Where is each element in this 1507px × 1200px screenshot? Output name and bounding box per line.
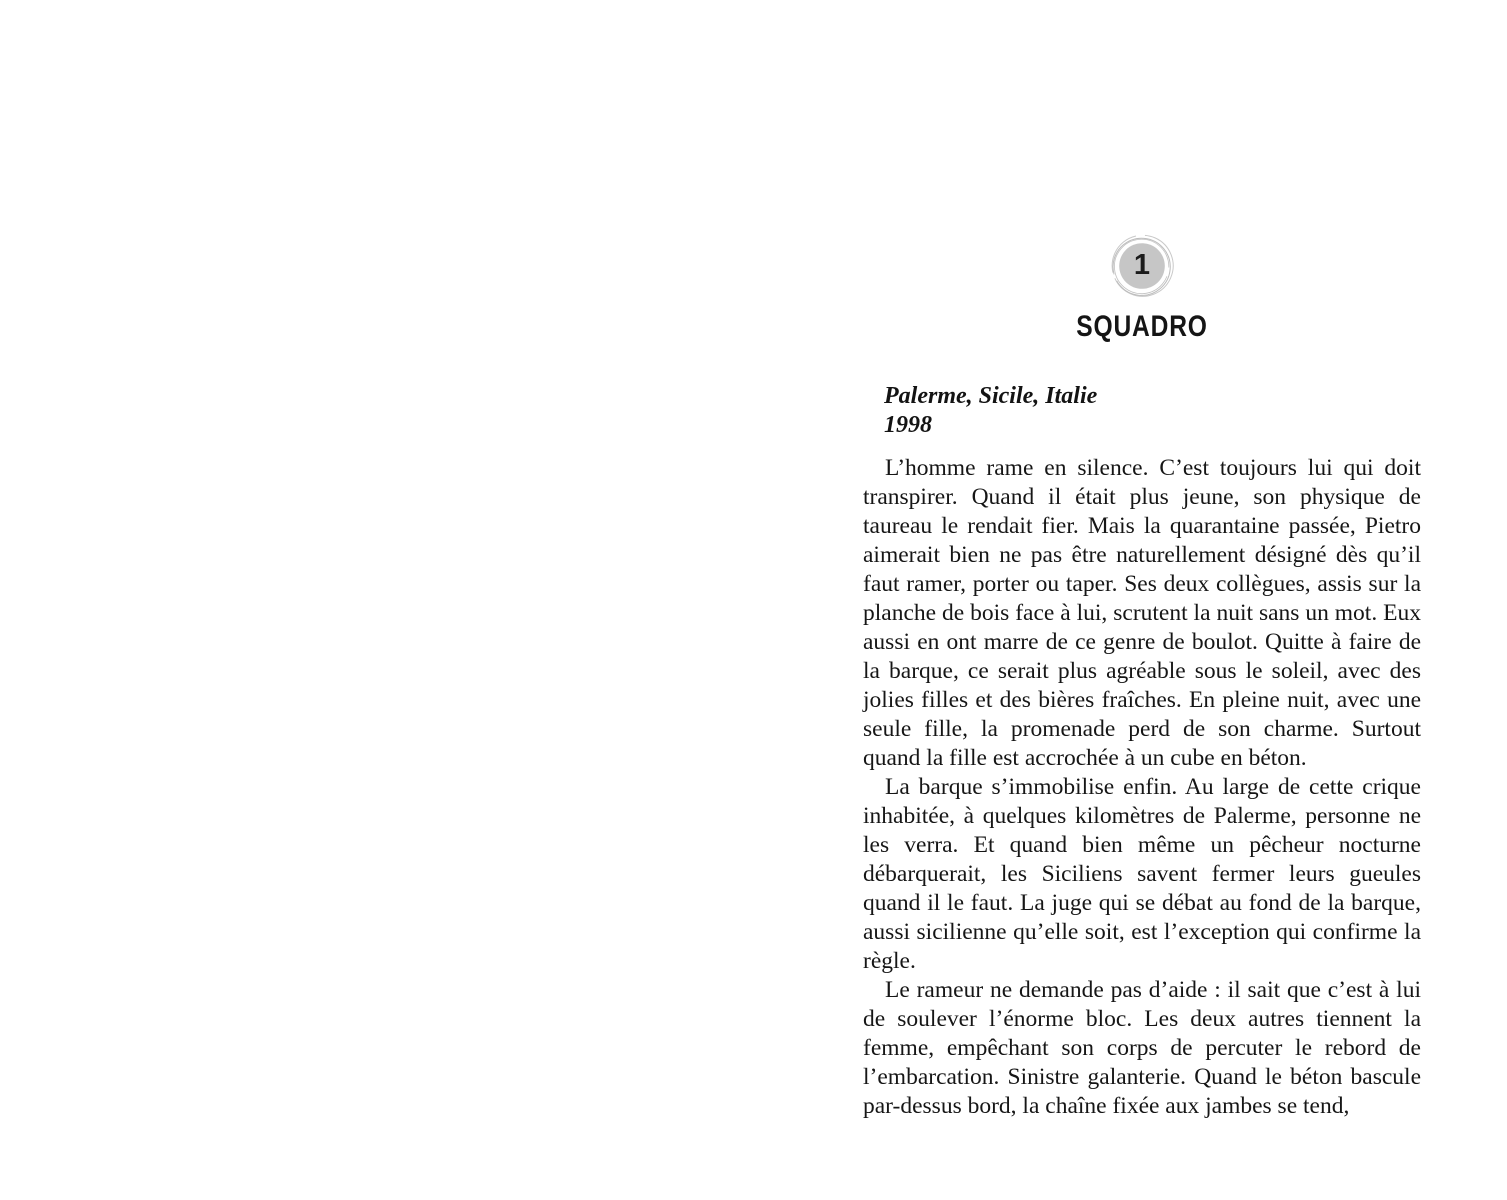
chapter-badge bbox=[1109, 233, 1175, 299]
paragraph: La barque s’immobilise enfin. Au large de cette crique inhabitée, à quelques kilomètres de Palerme, personne ne les verra. Et quand bien même un pêcheur nocturne débarquerait, les Siciliens savent fermer leurs gueules quand il le faut. La juge qui se débat au fond de la barque, aussi sicilienne qu’elle soit, est l’exception qui confirme la règle. bbox=[863, 774, 1421, 974]
text-column bbox=[863, 233, 1421, 1121]
dateline bbox=[863, 382, 1421, 440]
chapter-number: 1 bbox=[1133, 248, 1151, 281]
paragraph: Le rameur ne demande pas d’aide : il sait que c’est à lui de soulever l’énorme bloc. Les deux autres tiennent la femme, empêchant son corps de percuter le rebord de l’embarcation. Sinistre galanterie. Quand le béton bascule par-dessus bord, la chaîne fixée aux jambes se tend, bbox=[863, 977, 1421, 1119]
paragraph: L’homme rame en silence. C’est toujours lui qui doit transpirer. Quand il était plus jeune, son physique de taureau le rendait fier. Mais la quarantaine passée, Pietro aimerait bien ne pas être naturellement désigné dès qu’il faut ramer, porter ou taper. Ses deux collègues, assis sur la planche de bois face à lui, scrutent la nuit sans un mot. Eux aussi en ont marre de ce genre de boulot. Quitte à faire de la barque, ce serait plus agréable sous le soleil, avec des jolies filles et des bières fraîches. En pleine nuit, avec une seule fille, la promenade perd de son charme. Surtout quand la fille est accrochée à un cube en béton. bbox=[863, 455, 1421, 771]
dateline-location: Palerme, Sicile, Italie bbox=[884, 383, 1098, 409]
chapter-title: SQUADRO bbox=[1076, 310, 1208, 343]
body-text bbox=[863, 454, 1421, 1121]
dateline-year: 1998 bbox=[884, 412, 932, 438]
